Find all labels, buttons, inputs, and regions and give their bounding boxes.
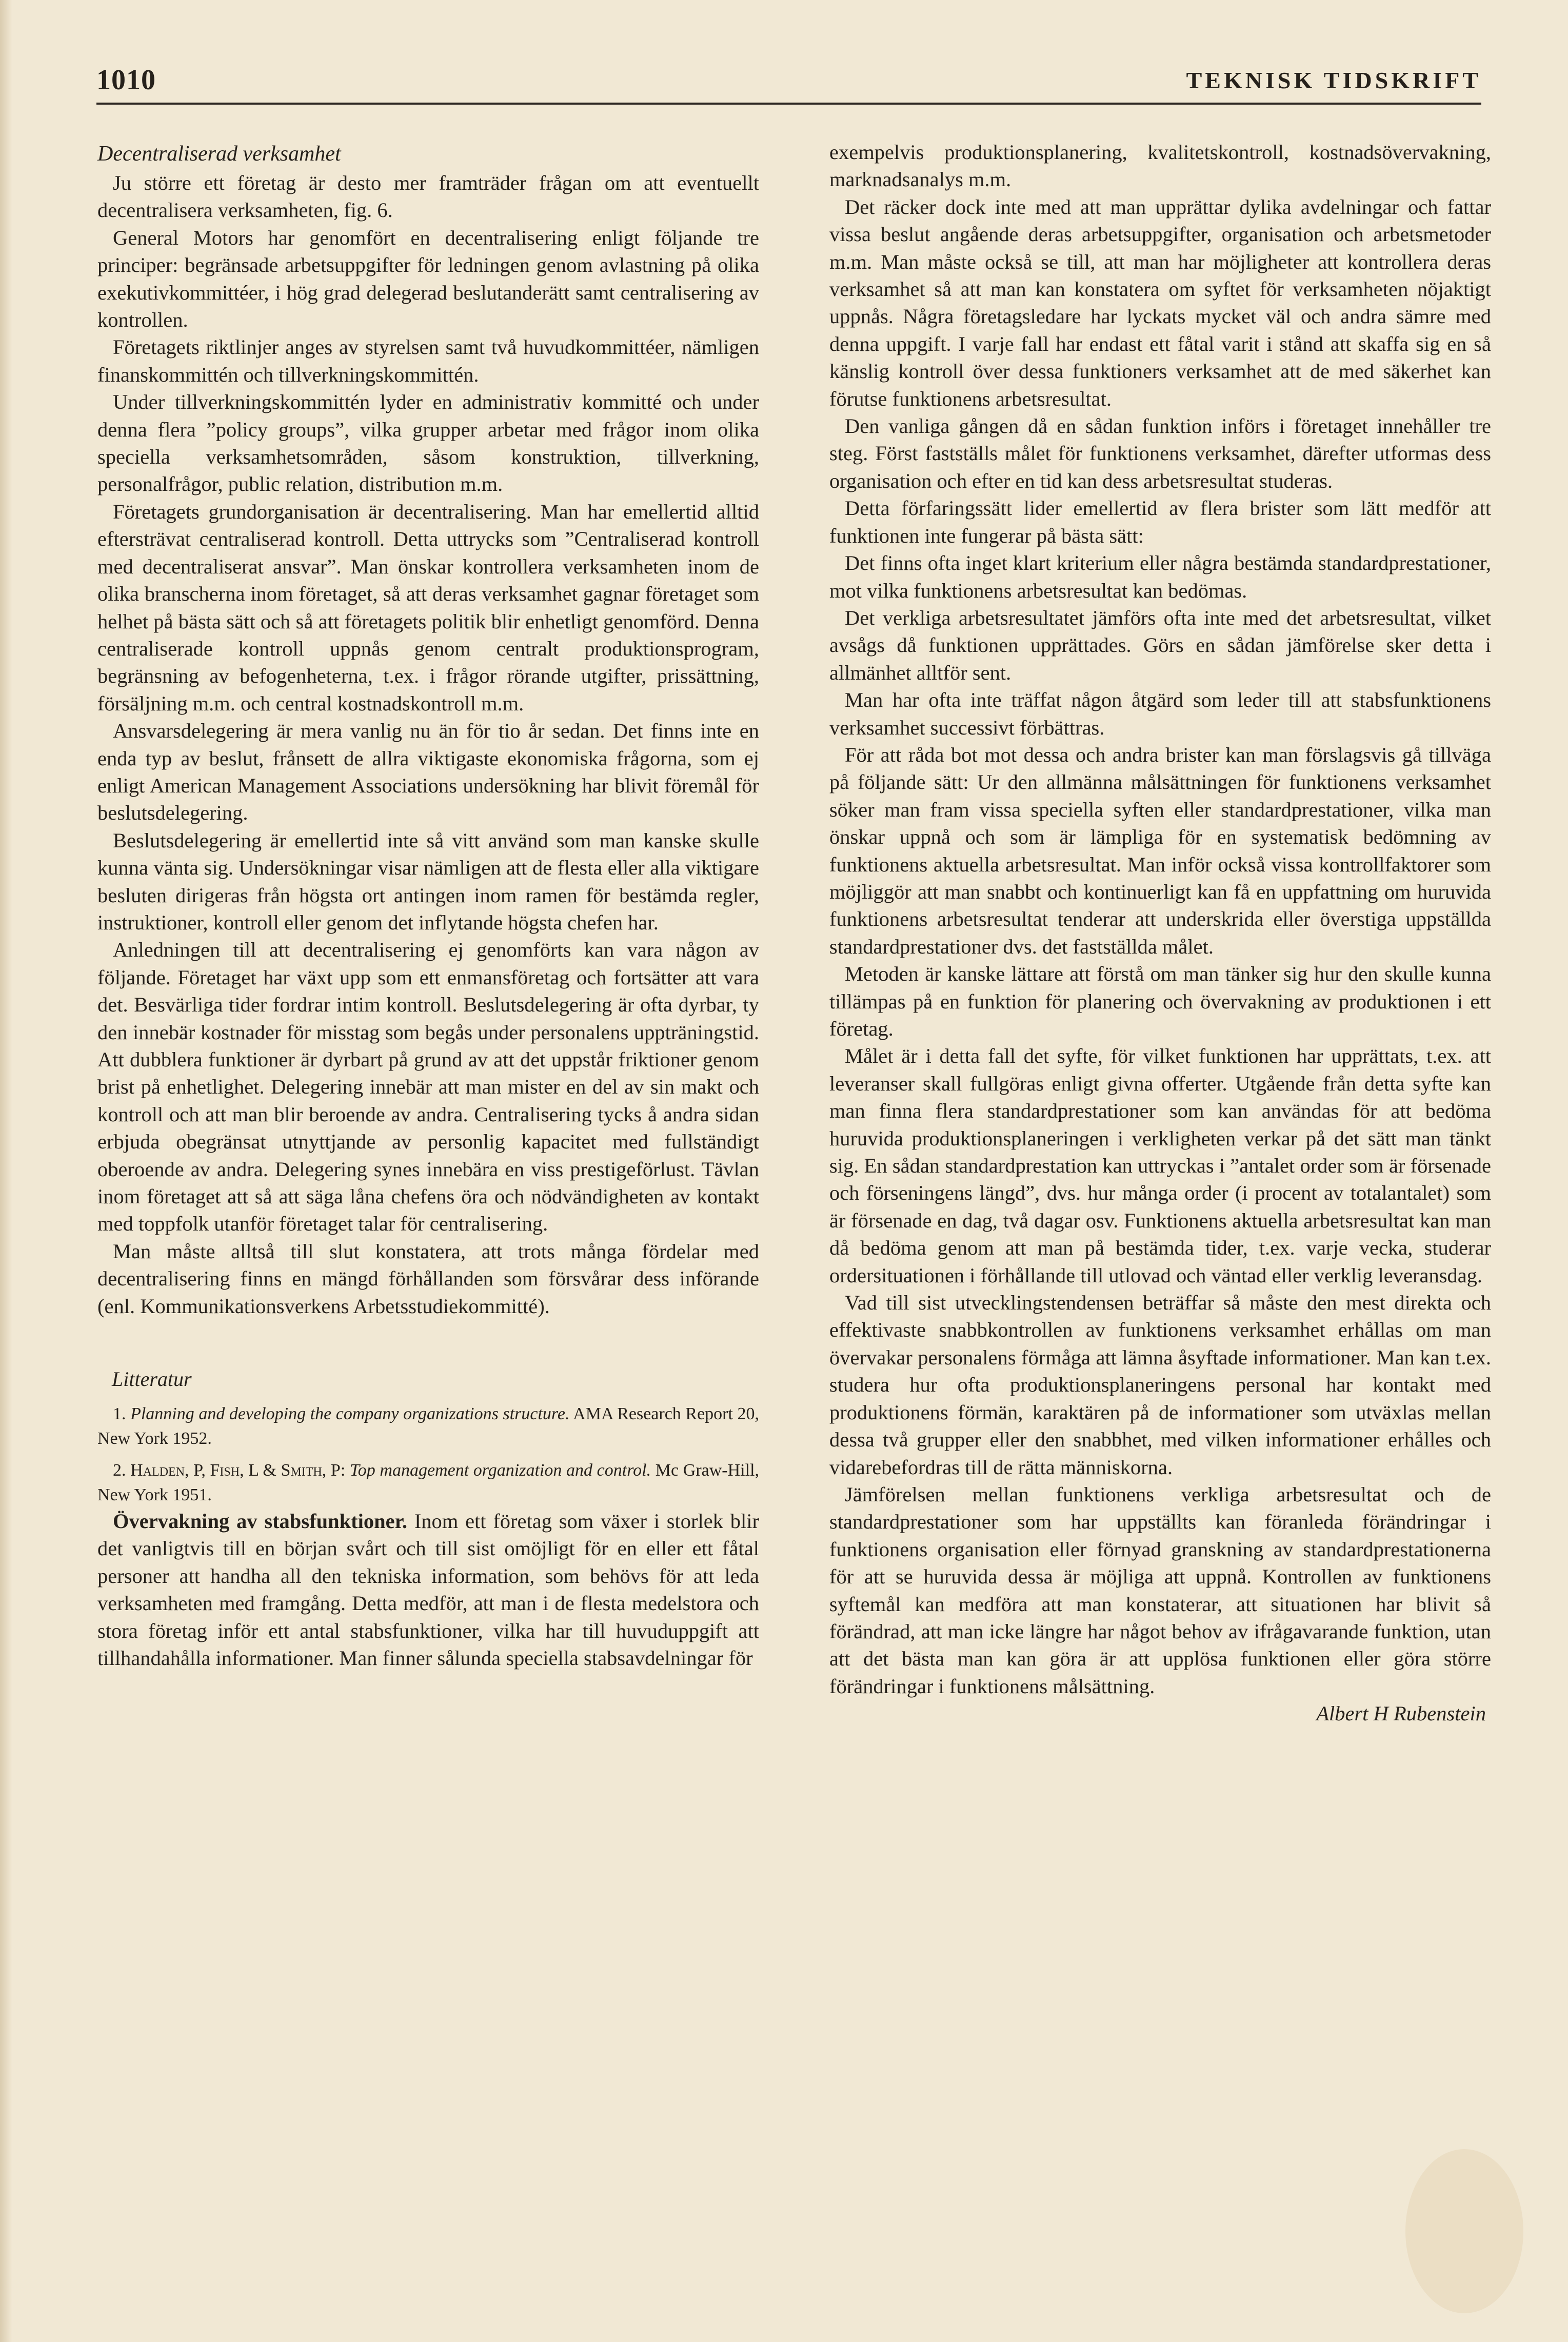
body-paragraph: Detta förfaringssätt lider emellertid av flera brister som lätt medför att funktionen inte fungerar på bästa sätt: xyxy=(829,497,1491,547)
stab-text: Inom ett företag som växer i storlek blir det vanligtvis till en början svårt och till sist omöjligt för en eller ett fåtal personer att handha all den tekniska information, som behövs för att leda verksamheten med framgång. Detta medför, att man i de flesta medelstora och stora företag inför ett antal stabsfunktioner, vilka har till huvuduppgift att tillhandahålla informationer. Man finner sålunda speciella stabsavdelningar för xyxy=(97,1510,760,1670)
body-paragraph: Man måste alltså till slut konstatera, att trots många fördelar med decentralisering finns en mängd förhållanden som försvårar dess införande (enl. Kommunikationsverkens Arbetsstudiekommitté). xyxy=(97,1239,759,1318)
body-paragraph: Det finns ofta inget klart kriterium eller några bestämda standardprestationer, mot vilka funktionens arbetsresultat kan bedömas. xyxy=(829,551,1491,602)
body-paragraph: Vad till sist utvecklingstendensen beträffar så måste den mest direkta och effektivaste snabbkontrollen av funktionens verksamhet erhållas om man övervakar personalens förmåga att lämna åsyftade informationer. Man kan t.ex. studera hur ofta produktionsplaneringens personal har kontakt med produktionens förmän, karaktären på de informationer som utväxlas mellan dessa två grupper eller den snabbhet, med vilken informationer erhålles och vidarebefordras till de rätta människorna. xyxy=(829,1291,1491,1479)
right-column xyxy=(829,138,1491,1728)
left-column xyxy=(97,138,759,1672)
reference-item xyxy=(97,1458,759,1507)
body-paragraph: Man har ofta inte träffat någon åtgärd som leder till att stabsfunktionens verksamhet successivt förbättras. xyxy=(829,688,1491,739)
reference-number: 1. xyxy=(113,1404,126,1424)
literature-heading: Litteratur xyxy=(112,1367,192,1391)
reference-item xyxy=(97,1402,759,1451)
section-heading-decentralisation: Decentraliserad verksamhet xyxy=(97,142,341,166)
run-in-heading-stab: Övervakning av stabsfunktioner. xyxy=(113,1510,408,1533)
reference-list xyxy=(97,1402,759,1507)
page-edge-shadow xyxy=(0,0,12,2342)
body-paragraph: Företagets riktlinjer anges av styrelsen samt två huvudkommittéer, nämligen finanskommittén och tillverkningskommittén. xyxy=(97,335,759,386)
reference-title: Top management organization and control. xyxy=(349,1461,651,1480)
reference-details: AMA Research Report 20, New York 1952. xyxy=(97,1404,760,1448)
reference-title: Planning and developing the company organizations structure. xyxy=(130,1404,570,1424)
body-paragraph: Det verkliga arbetsresultatet jämförs ofta inte med det arbetsresultat, vilket avsågs då funktionen upprättades. Görs en sådan jämförelse sker detta i allmänhet alltför sent. xyxy=(829,606,1491,684)
body-paragraph: Anledningen till att decentralisering ej genomförts kan vara någon av följande. Företaget har växt upp som ett enmansföretag och fortsätter att vara det. Besvärliga tider fordrar intim kontroll. Beslutsdelegering är ofta dyrbar, ty den innebär kostnader för misstag som begås under personalens uppträningstid. Att dubblera funktioner är dyrbart på grund av att det uppstår friktioner genom brist på enhetlighet. Delegering innebär att man mister en del av sin makt och kontroll och att man blir beroende av andra. Centralisering tycks å andra sidan erbjuda obegränsat utnyttjande av personlig kapacitet med fullständigt oberoende av andra. Delegering synes innebära en viss prestigeförlust. Tävlan inom företaget att så att säga låna chefens öra och nödvändigheten av kontakt med toppfolk utanför företaget talar för centralisering. xyxy=(97,938,759,1236)
body-paragraph: Ansvarsdelegering är mera vanlig nu än för tio år sedan. Det finns inte en enda typ av beslut, frånsett de allra viktigaste ekonomiska frågorna, som ej enligt American Management Associations undersökning har blivit föremål för beslutsdelegering. xyxy=(97,719,759,825)
paper-stain xyxy=(1405,2149,1523,2313)
author-signature: Albert H Rubenstein xyxy=(1316,1702,1486,1725)
body-paragraph: Den vanliga gången då en sådan funktion införs i företaget innehåller tre steg. Först fastställs målet för funktionens verksamhet, därefter utformas dess organisation och efter en tid kan dess arbetsresultat studeras. xyxy=(829,414,1491,492)
page-header xyxy=(96,56,1481,105)
body-paragraph: Det räcker dock inte med att man upprättar dylika avdelningar och fattar vissa beslut angående deras arbetsuppgifter, organisation och arbetsmetoder m.m. Man måste också se till, att man har möjligheter att kontrollera deras verksamhet så att man kan konstatera om syftet för verksamheten nöjaktigt uppnås. Några företagsledare har lyckats mycket väl och andra sämre med denna uppgift. I varje fall har endast ett fåtal varit i stånd att skaffa sig en så känslig kontroll över dessa funktioners verksamhet att de med säkerhet kan förutse funktionens arbetsresultat. xyxy=(829,195,1491,410)
body-paragraph: Ju större ett företag är desto mer framträder frågan om att eventuellt decentralisera verksamheten, fig. 6. xyxy=(97,171,759,222)
body-paragraph: Jämförelsen mellan funktionens verkliga arbetsresultat och de standardprestationer som har uppställts kan föranleda förändringar i funktionens organisation eller förnyad granskning av standardprestationerna för att se huruvida dessa är möjliga att uppnå. Kontrollen av funktionens syftemål kan medföra att man konstaterar, att situationen har blivit så förändrad, att man icke längre har något behov av ifrågavarande funktion, utan att det bästa man kan göra är att upplösa funktionen eller göra större förändringar i funktionens målsättning. xyxy=(829,1482,1491,1698)
stab-paragraph xyxy=(97,1507,759,1672)
reference-details: Mc Graw-Hill, New York 1951. xyxy=(97,1461,760,1505)
body-paragraph: Företagets grundorganisation är decentralisering. Man har emellertid alltid eftersträvat centraliserad kontroll. Detta uttrycks som ”Centraliserad kontroll med decentraliserat ansvar”. Man önskar kontrollera verksamheten inom de olika branscherna inom företaget, så att deras verksamhet gagnar företaget som helhet på bästa sätt och så att företagets politik blir enhetligt genomförd. Denna centraliserade kontroll uppnås genom centralt produktionsprogram, begränsning av befogenheterna, t.ex. i frågor rörande utgifter, prissättning, försäljning m.m. och central kostnadskontroll m.m. xyxy=(97,500,759,715)
reference-authors: Halden, P, Fish, L & Smith, P: xyxy=(130,1461,346,1480)
body-paragraph: Målet är i detta fall det syfte, för vilket funktionen har upprättats, t.ex. att leveranser skall fullgöras enligt givna offerter. Utgående från detta syfte kan man finna flera standardprestationer som kan användas för att bedöma huruvida produktionsplaneringen i verkligheten verkar på det sätt man tänkt sig. En sådan standardprestation kan uttryckas i ”antalet order som är försenade och förseningens längd”, dvs. hur många order (i procent av totalantalet) som är försenade en dag, två dagar osv. Funktionens aktuella arbetsresultat kan man då bedöma genom att man på bestämda tider, t.ex. varje vecka, studerar ordersituationen i förhållande till utlovad och väntad eller verklig leveransdag. xyxy=(829,1044,1491,1287)
body-paragraph: General Motors har genomfört en decentralisering enligt följande tre principer: begränsade arbetsuppgifter för ledningen genom avlastning på olika exekutivkommittéer, i hög grad delegerad beslutanderätt samt centralisering av kontrollen. xyxy=(97,226,759,332)
reference-number: 2. xyxy=(113,1461,126,1480)
continued-paragraph: exempelvis produktionsplanering, kvalitetskontroll, kostnadsövervakning, marknadsanalys m.m. xyxy=(829,141,1491,191)
body-paragraph: För att råda bot mot dessa och andra brister kan man förslagsvis gå tillväga på följande sätt: Ur den allmänna målsättningen för funktionens verksamhet söker man fram vissa speciella syften eller standardprestationer, vilka man önskar uppnå och som är lämpliga för en systematisk bedömning av funktionens aktuella arbetsresultat. Man inför också vissa kontrollfaktorer som möjliggör att man snabbt och kontinuerligt kan få en uppfattning om huruvida funktionens arbetsresultat tenderar att underskrida eller överstiga uppställda standardprestationer dvs. det fastställda målet. xyxy=(829,743,1491,958)
body-paragraph: Under tillverkningskommittén lyder en administrativ kommitté och under denna flera ”policy groups”, vilka grupper arbetar med frågor inom olika speciella verksamhetsområden, såsom konstruktion, tillverkning, personalfrågor, public relation, distribution m.m. xyxy=(97,390,759,496)
body-paragraph: Beslutsdelegering är emellertid inte så vitt använd som man kanske skulle kunna vänta sig. Undersökningar visar nämligen att de flesta eller alla viktigare besluten dirigeras från högsta ort antingen inom ramen för bestämda regler, instruktioner, kontroll eller genom det inflytande högsta chefen har. xyxy=(97,828,759,934)
body-paragraph: Metoden är kanske lättare att förstå om man tänker sig hur den skulle kunna tillämpas på en funktion för planering och övervakning av produktionen i ett företag. xyxy=(829,962,1491,1040)
journal-title: TEKNISK TIDSKRIFT xyxy=(1186,67,1481,93)
page-number: 1010 xyxy=(96,64,156,96)
